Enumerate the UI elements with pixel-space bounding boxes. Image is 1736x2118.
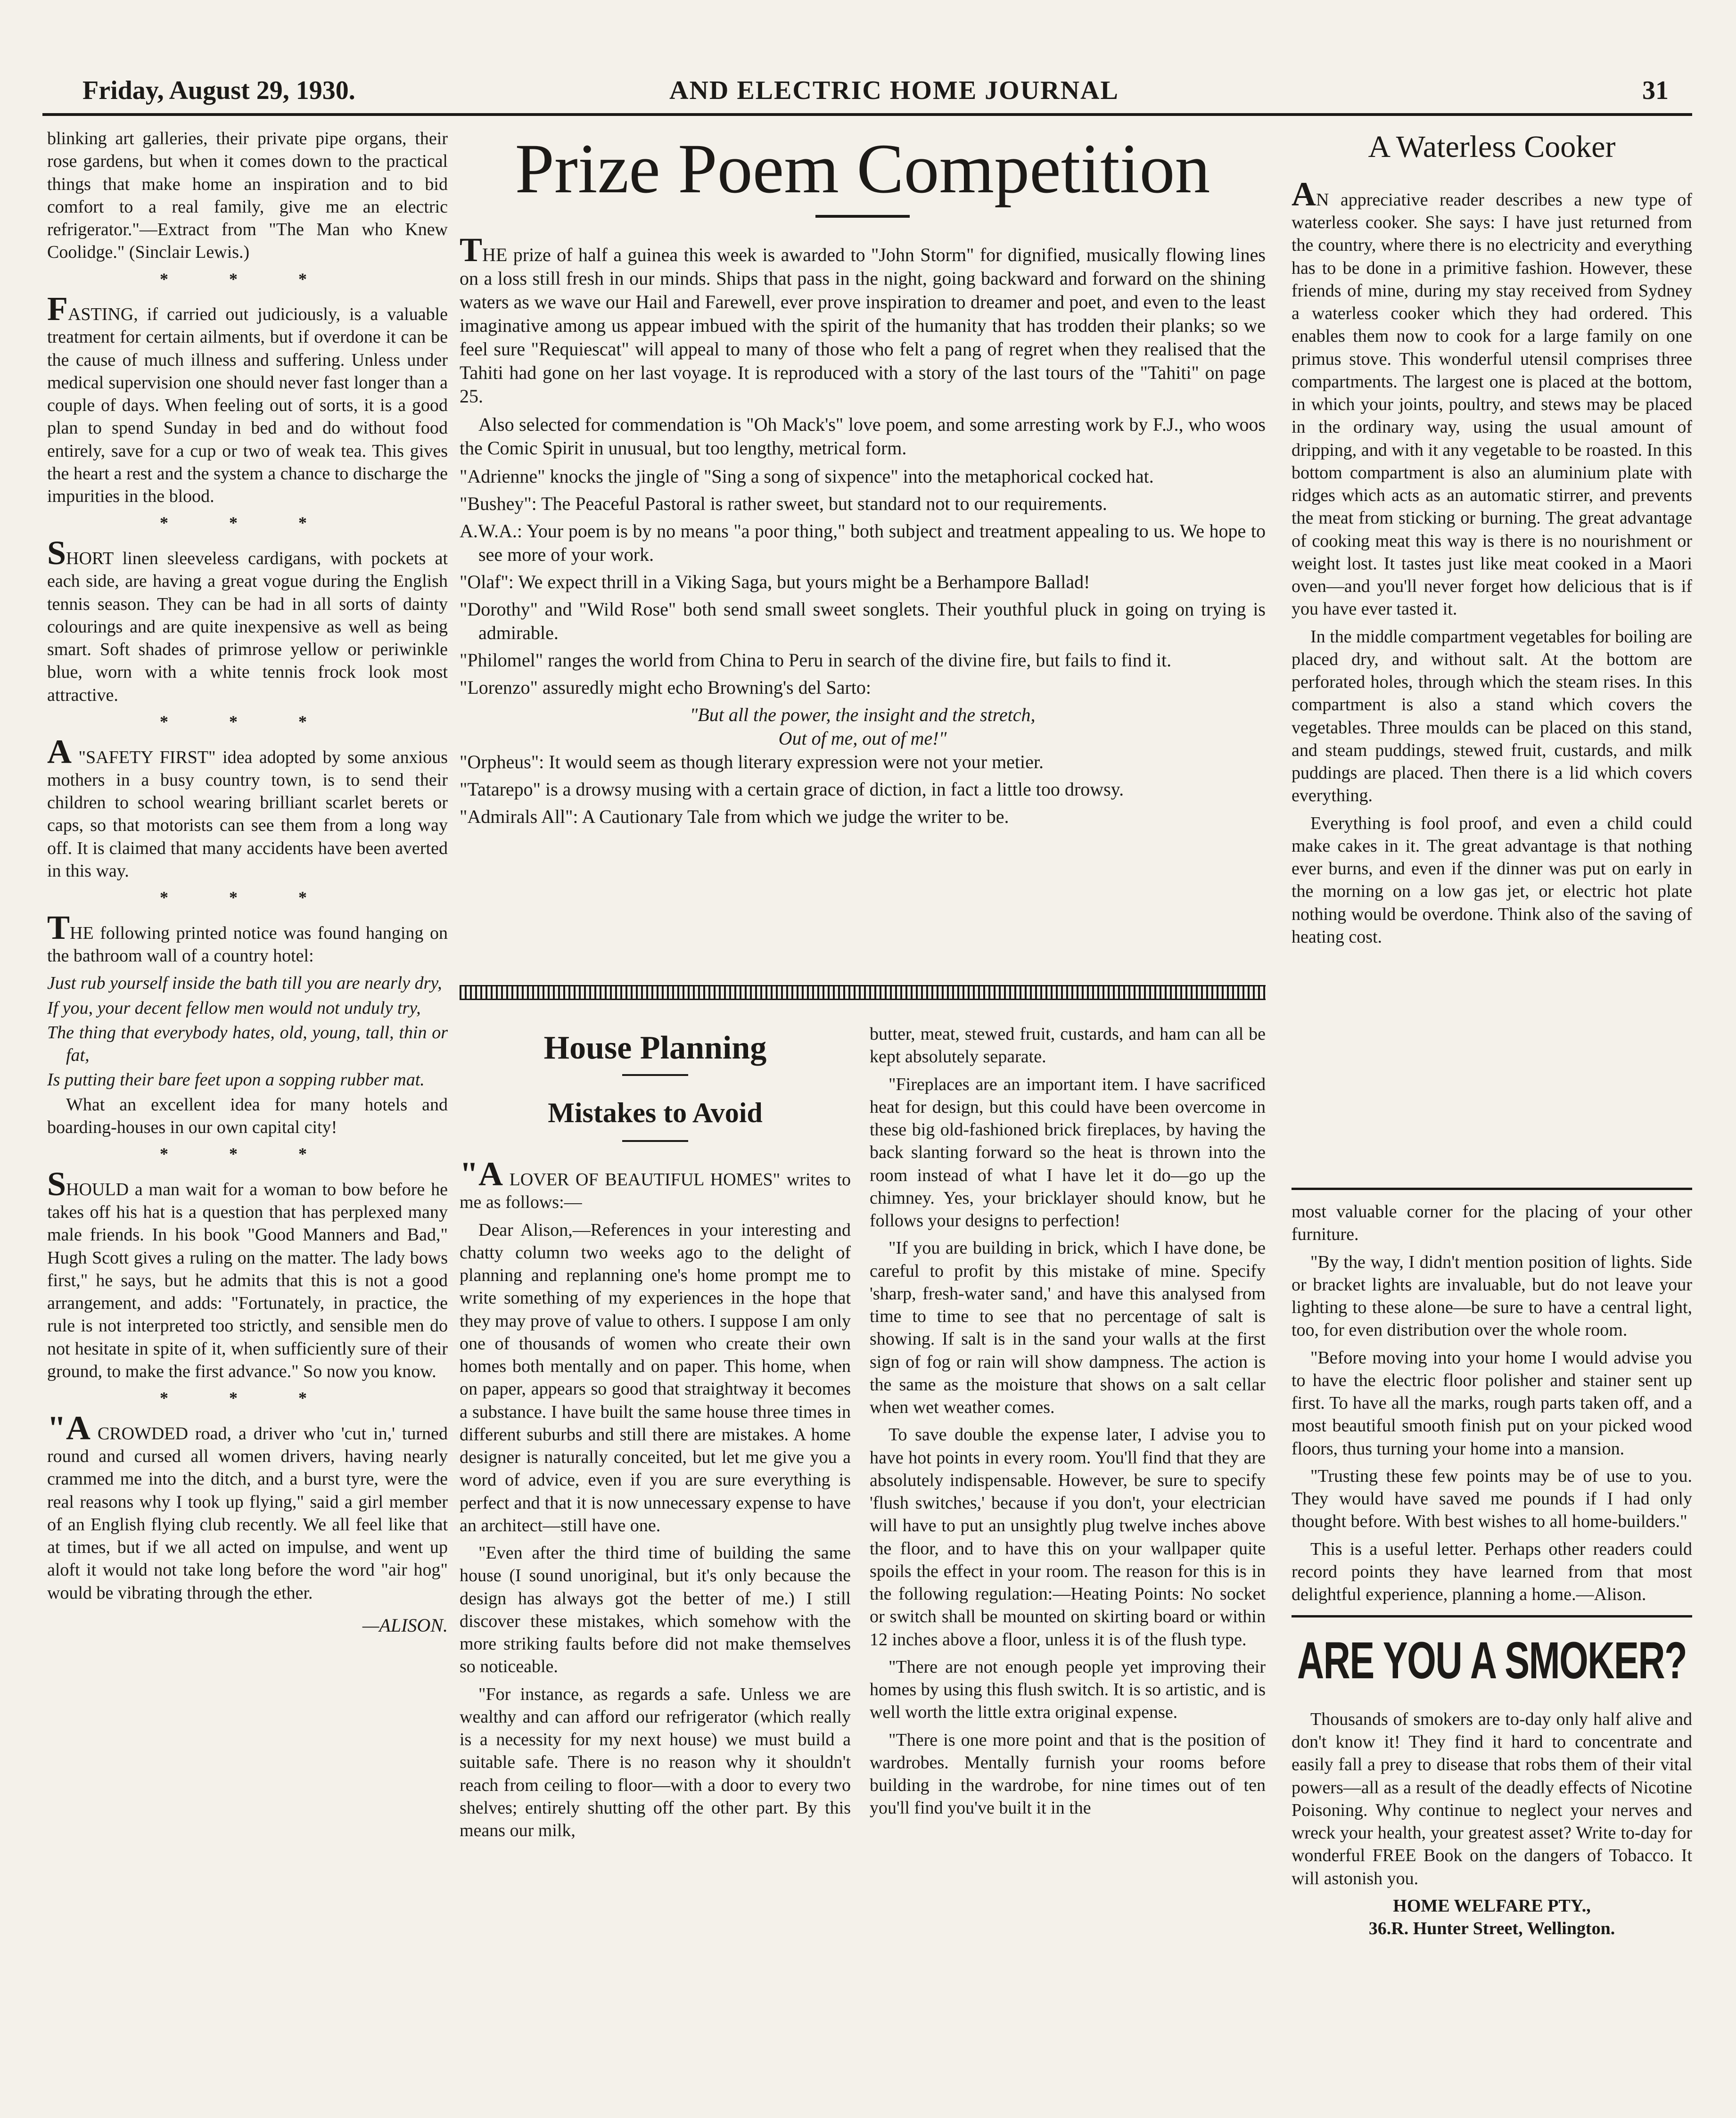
browning-quote: "But all the power, the insight and the stretch, xyxy=(690,704,1036,725)
author-signature: —ALISON. xyxy=(362,1614,448,1636)
house-paragraph: "If you are building in brick, which I have done, be careful to profit by this mistake of mine. Specify 'sharp, fresh-water sand,' and have this analysed from time to time to see that no percentage of salt is showing. If salt is in the sand your walls at the first sign of fog or rain will show dampness. The action is the same as the moisture that shows on a salt cellar when wet weather comes. xyxy=(870,1238,1266,1417)
title-rule xyxy=(622,1074,688,1076)
paragraph-manners xyxy=(47,1165,448,1383)
verse-line: Is putting their bare feet upon a sopping rubber mat. xyxy=(47,1070,425,1090)
paragraph-text: CROWDED road, a driver who 'cut in,' turned round and cursed all women drivers, having nearly crammed me into the ditch, and a burst tyre, were the real reasons why I took up flying," said a girl member of an English flying club recently. We all feel like that at times, but if we all acted on impulse, and went up aloft it would not take long before the word "air hog" would be vibrating through the ether. xyxy=(47,1423,448,1603)
poem-intro xyxy=(460,230,1266,408)
center-section xyxy=(460,127,1266,2064)
verse-line: If you, your decent fellow men would not unduly try, xyxy=(47,998,421,1018)
poem-note: "Bushey": The Peaceful Pastoral is rather sweet, but standard not to our requirements. xyxy=(460,493,1107,514)
paragraph-text: HE prize of half a guinea this week is awarded to "John Storm" for dignified, musically flowing lines on a loss still fresh in our minds. Ships that pass in the night, going backward and forward on the shining waters as we wave our Hail and Farewell, ever prove inspiration to dreamer and poet, and even to the least imaginative among us appear imbued with the spirit of the humanity that has trodden their planks; so we feel sure "Requiescat" will appeal to many of those who felt a pang of regret when they realised that the Tahiti had gone on her last voyage. It is reproduced with a story of the last tours of the "Tahiti" on page 25. xyxy=(460,244,1266,407)
journal-name: AND ELECTRIC HOME JOURNAL xyxy=(669,76,1119,105)
paragraph-text: N appreciative reader describes a new type of waterless cooker. She says: I have just returned from the country, where there is no electricity and everything has to be done in a primitive fashion. However, these friends of mine, during my stay received from Sydney a waterless cooker which they had ordered. This enables them now to cook for a large family on one primus stove. This wonderful utensil comprises three compartments. The largest one is placed at the bottom, in which your joints, poultry, and stews may be placed in the ordinary way, using the usual amount of dripping, and with it any vegetable to be roasted. In this bottom compartment is also an aluminium plate with ridges which acts as an automatic stirrer, and prevents the meat from sticking or burning. The great advantage of cooking meat this way is there is no nourishment or weight lost. It tastes just like meat cooked in a Maori oven—and you'll never forget how delicious that is if you have ever tasted it. xyxy=(1292,189,1692,619)
house-intro xyxy=(460,1155,851,1214)
house-paragraph: Dear Alison,—References in your interesting and chatty column two weeks ago to the delight of planning and replanning one's home prompt me to write something of my experiences in the hope that they may prove of value to others. I suppose I am only one of thousands of women who create their own homes both mentally and on paper. This home, when on paper, appears so good that straightway it becomes a substance. I have built the same house three times in different suburbs and still there are mistakes. A home designer is naturally conceited, but let me give you a word of advice, even if you are sure everything is perfect and that it is now unnecessary expense to have an architect—still have one. xyxy=(460,1220,851,1535)
house-paragraph: "Fireplaces are an important item. I have sacrificed heat for design, but this could have been overcome in these big old-fashioned brick fireplaces, by having the back slanting forward so the heat is thrown into the room instead of what I have let it do—go up the chimney. Yes, your bricklayer should know, but he follows your designs to perfection! xyxy=(870,1074,1266,1231)
cooker-paragraph: Everything is fool proof, and even a child could make cakes in it. The great advantage is that nothing ever burns, and even if the dinner was put on early in the morning on a low gas jet, or electric hot plate nothing would be overdone. Think also of the saving of heating cost. xyxy=(1292,813,1692,947)
house-paragraph: "Even after the third time of building the same house (I sound unoriginal, but it's only because the design has always got the better of me.) I still discover these mistakes, which somehow with the more striking faults before did not make themselves so noticeable. xyxy=(460,1543,851,1677)
hotel-verse xyxy=(47,972,448,1091)
poem-note: "Adrienne" knocks the jingle of "Sing a song of sixpence" into the metaphorical cocked hat. xyxy=(460,465,1154,487)
paragraph-text: HORT linen sleeveless cardigans, with pockets at each side, are having a great vogue during the English tennis season. They can be had in all sorts of dainty colourings and are quite inexpensive as well as being smart. Soft shades of primrose yellow or periwinkle blue, worn with a white tennis frock look most attractive. xyxy=(47,549,448,705)
drop-cap: T xyxy=(47,908,70,946)
issue-date: Friday, August 29, 1930. xyxy=(82,76,355,105)
smoker-advertisement xyxy=(1292,1615,1692,1940)
paragraph-notice xyxy=(47,908,448,968)
poem-competition-title: Prize Poem Competition xyxy=(515,130,1210,208)
drop-cap: A xyxy=(1292,175,1316,213)
cooker-paragraph xyxy=(1292,175,1692,621)
drop-cap: A xyxy=(47,732,72,771)
masthead xyxy=(42,71,1692,116)
poem-competition-body xyxy=(460,230,1266,829)
paragraph-text: HE following printed notice was found hanging on the bathroom wall of a country hotel: xyxy=(47,923,448,966)
separator-stars: * * * xyxy=(160,1144,335,1164)
poem-note: "Tatarepo" is a drowsy musing with a certain grace of diction, in fact a little too drowsy. xyxy=(460,778,1124,800)
waterless-cooker-article xyxy=(1292,127,1692,1190)
separator-stars: * * * xyxy=(160,513,335,533)
poem-note: A.W.A.: Your poem is by no means "a poor thing," both subject and treatment appealing to us. We hope to see more of your work. xyxy=(460,520,1266,565)
page-number: 31 xyxy=(1642,76,1669,105)
house-paragraph: butter, meat, stewed fruit, custards, and ham can all be kept absolutely separate. xyxy=(870,1024,1266,1067)
poem-also-selected: Also selected for commendation is "Oh Mack's" love poem, and some arresting work by F.J., who woos the Comic Spirit in unusual, but too lengthy, metrical form. xyxy=(460,413,1266,459)
house-paragraph: This is a useful letter. Perhaps other readers could record points they have learned from that most delightful experience, planning a home.—Alison. xyxy=(1292,1539,1692,1604)
house-planning-column-left xyxy=(460,1023,851,2064)
title-rule xyxy=(815,215,910,218)
ad-address: 36.R. Hunter Street, Wellington. xyxy=(1368,1919,1615,1939)
house-paragraph: "There is one more point and that is the position of wardrobes. Mentally furnish your rooms before building in the wardrobe, for nine times out of ten you'll find you've built it in the xyxy=(870,1730,1266,1818)
house-planning-subtitle: Mistakes to Avoid xyxy=(548,1097,763,1128)
paragraph-flying xyxy=(47,1409,448,1604)
poem-note: "Dorothy" and "Wild Rose" both send small sweet songlets. Their youthful pluck in going on trying is admirable. xyxy=(460,598,1266,643)
drop-cap: S xyxy=(47,1165,66,1203)
paragraph-text: LOVER OF BEAUTIFUL HOMES" writes to me as follows:— xyxy=(460,1170,851,1213)
separator-stars: * * * xyxy=(160,269,335,288)
house-paragraph: "Before moving into your home I would advise you to have the electric floor polisher and stainer sent up first. To have all the marks, rough parts taken off, and a most beautiful smooth finish put on your picked wood floors, thus turning your home into a mansion. xyxy=(1292,1347,1692,1459)
paragraph-text: HOULD a man wait for a woman to bow before he takes off his hat is a question that has perplexed many male friends. In his book "Good Manners and Bad," Hugh Scott gives a ruling on the matter. The lady bows first," he says, but he admits that this is not a good arrangement, and adds: "Fortunately, in practice, the rule is not interpreted too strictly, and sensible men do not hesitate in spite of it, when sufficiently sure of their ground, to make the first advance." So now you know. xyxy=(47,1179,448,1381)
drop-cap: "A xyxy=(460,1155,503,1193)
separator-stars: * * * xyxy=(160,888,335,907)
paragraph-safety-first xyxy=(47,732,448,883)
paragraph-excellent-idea: What an excellent idea for many hotels and boarding-houses in our own capital city! xyxy=(47,1094,448,1137)
paragraph-fasting xyxy=(47,290,448,508)
cooker-paragraph: In the middle compartment vegetables for boiling are placed dry, and without salt. At the bottom are perforated holes, through which the steam rises. In this compartment is also a stand which covers the vegetables. Three moulds can be placed on this stand, and steam puddings, stewed fruit, custards, and milk puddings are placed. Then there is a lid which covers everything. xyxy=(1292,626,1692,806)
poem-note: "Admirals All": A Cautionary Tale from which we judge the writer to be. xyxy=(460,805,1009,827)
paragraph-text: ASTING, if carried out judiciously, is a valuable treatment for certain ailments, but if overdone it can be the cause of much illness and suffering. Unless under medical supervision one should never fast longer than a couple of days. When feeling out of sorts, it is a good plan to spend Sunday in bed and do without food entirely, save for a cup or two of weak tea. This gives the heart a rest and the system a chance to discharge the impurities in the blood. xyxy=(47,304,448,507)
paragraph-refrigerator: blinking art galleries, their private pipe organs, their rose gardens, but when it comes down to the practical things that make home an inspiration and to bid comfort to a real family, give me an electric refrigerator."—Extract from "The Man who Knew Coolidge." (Sinclair Lewis.) xyxy=(47,129,448,263)
house-paragraph: "For instance, as regards a safe. Unless we are wealthy and can afford our refrigerator (which really is a necessity for my next house) we must build a suitable safe. There is no reason why it shouldn't reach from ceiling to floor—with a door to every two shelves; entirely shutting off the other part. By this means our milk, xyxy=(460,1684,851,1841)
ornamental-divider xyxy=(460,985,1266,1000)
ad-body: Thousands of smokers are to-day only half alive and don't know it! They find it hard to concentrate and easily fall a prey to disease that robs them of their vital powers—all as a result of the deadly effects of Nicotine Poisoning. Why continue to neglect your nerves and wreck your health, your greatest asset? Write to-day for wonderful FREE Book on the dangers of Tobacco. It will astonish you. xyxy=(1292,1709,1692,1888)
drop-cap: "A xyxy=(47,1409,91,1447)
separator-stars: * * * xyxy=(160,1388,335,1408)
house-paragraph: "By the way, I didn't mention position of lights. Side or bracket lights are invaluable, but do not leave your lighting to these alone—be sure to have a central light, too, for even distribution over the whole room. xyxy=(1292,1252,1692,1340)
house-planning-title: House Planning xyxy=(543,1030,767,1066)
separator-stars: * * * xyxy=(160,712,335,731)
house-paragraph: To save double the expense later, I advise you to have hot points in every room. You'll find that they are absolutely indispensable. However, be sure to specify 'flush switches,' because if you don't, your electrician will have to put an unsightly plug twelve inches above the floor, and to have this on your wallpaper quite spoils the effect in your room. The reason for this is in the following regulation:—Heating Points: No socket or switch shall be mounted on skirting board or within 12 inches above a floor, unless it is of the flush type. xyxy=(870,1425,1266,1650)
paragraph-cardigans xyxy=(47,534,448,706)
house-paragraph: "There are not enough people yet improving their homes by using this flush switch. It is so artistic, and is well worth the little extra original expense. xyxy=(870,1657,1266,1723)
verse-line: Just rub yourself inside the bath till you are nearly dry, xyxy=(47,973,442,993)
drop-cap: S xyxy=(47,534,66,572)
drop-cap: T xyxy=(460,230,483,269)
house-paragraph: "Trusting these few points may be of use to you. They would have saved me pounds if I had only thought before. With best wishes to all home-builders." xyxy=(1292,1466,1692,1532)
drop-cap: F xyxy=(47,290,68,328)
poem-note: "Philomel" ranges the world from China to Peru in search of the divine fire, but fails to find it. xyxy=(460,649,1172,671)
browning-quote: Out of me, out of me!" xyxy=(778,727,947,749)
poem-note: "Lorenzo" assuredly might echo Browning's del Sarto: xyxy=(460,676,872,698)
poem-note: "Orpheus": It would seem as though literary expression were not your metier. xyxy=(460,751,1044,772)
ad-company: HOME WELFARE PTY., xyxy=(1393,1896,1591,1916)
title-rule xyxy=(622,1140,688,1142)
verse-line: The thing that everybody hates, old, young, tall, thin or fat, xyxy=(47,1022,448,1066)
house-planning-column-right xyxy=(870,1023,1266,2064)
house-paragraph: most valuable corner for the placing of your other furniture. xyxy=(1292,1202,1692,1245)
notes-column xyxy=(47,127,448,2064)
waterless-cooker-title: A Waterless Cooker xyxy=(1368,130,1616,164)
poem-note: "Olaf": We expect thrill in a Viking Saga, but yours might be a Berhampore Ballad! xyxy=(460,571,1090,592)
ad-headline: ARE YOU A SMOKER? xyxy=(1297,1632,1687,1690)
right-column xyxy=(1292,127,1692,2064)
paragraph-text: "SAFETY FIRST" idea adopted by some anxious mothers in a busy country town, is to send their children to school wearing brilliant scarlet berets or caps, so that motorists can see them from a long way off. It is claimed that many accidents have been averted in this way. xyxy=(47,747,448,881)
